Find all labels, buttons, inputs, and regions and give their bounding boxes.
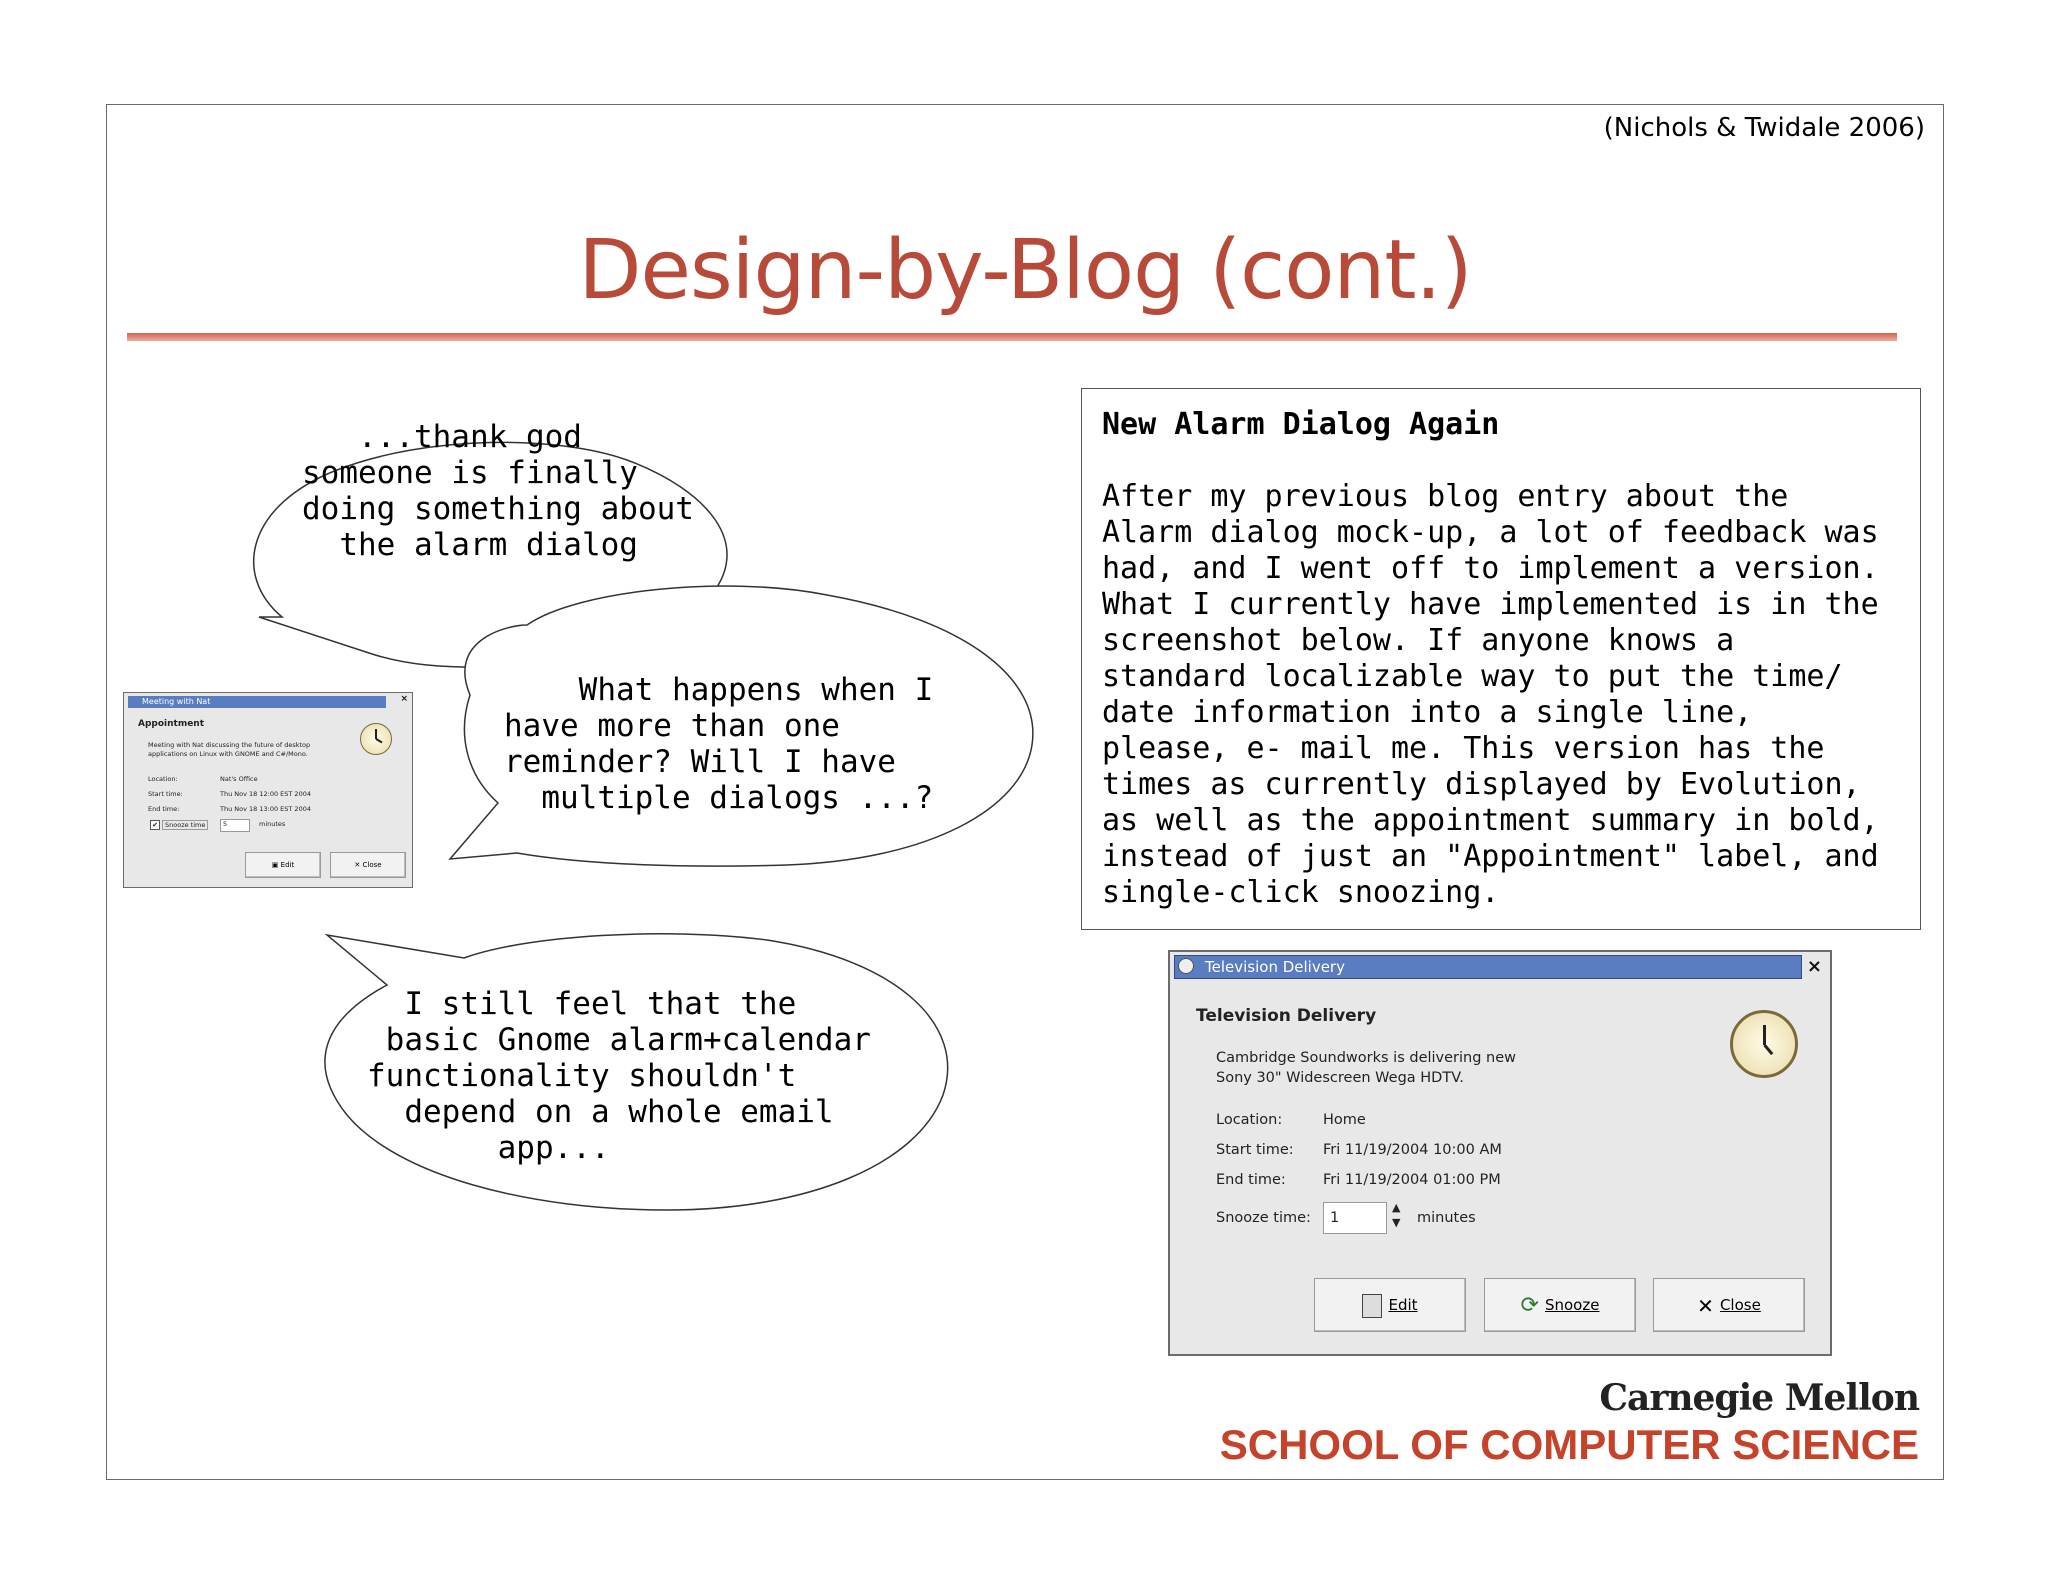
big-dialog-description-line1: Cambridge Soundworks is delivering new — [1216, 1050, 1517, 1066]
big-dialog-close-button[interactable] — [1653, 1278, 1805, 1332]
small-dialog-location-label: Location: — [148, 775, 178, 783]
university-name: Carnegie Mellon — [1599, 1377, 1919, 1419]
speech-bubble-text-1: ...thank god someone is finally doing something about the alarm dialog — [302, 419, 694, 563]
speech-bubble-text-3: I still feel that the basic Gnome alarm+calendar functionality shouldn't depend on a whole email app... — [367, 986, 871, 1166]
cmu-logo — [1220, 1377, 1919, 1469]
close-label: Close — [1719, 1296, 1761, 1314]
small-dialog-close-button[interactable]: ✕ Close — [330, 852, 406, 878]
small-dialog-snooze-checkbox[interactable]: ✔ — [150, 820, 160, 830]
slide-title: Design-by-Blog (cont.) — [578, 223, 1472, 318]
small-dialog-snooze-label: Snooze time — [162, 820, 208, 830]
edit-label: Edit — [1388, 1296, 1418, 1314]
snooze-icon: ⟳ — [1520, 1292, 1539, 1318]
small-dialog-window-title: Meeting with Nat — [142, 697, 211, 706]
big-dialog-start-label: Start time: — [1216, 1142, 1294, 1158]
big-dialog-snooze-unit: minutes — [1417, 1210, 1476, 1226]
big-dialog-clock-icon — [1730, 1010, 1798, 1078]
small-dialog-start-label: Start time: — [148, 790, 183, 798]
big-dialog-description-line2: Sony 30" Widescreen Wega HDTV. — [1216, 1070, 1464, 1086]
titlebar-clock-icon — [1178, 958, 1194, 974]
television-delivery-dialog — [1168, 950, 1832, 1356]
edit-icon — [1362, 1294, 1382, 1318]
big-dialog-end-label: End time: — [1216, 1172, 1286, 1188]
big-dialog-close-icon[interactable]: × — [1806, 956, 1822, 977]
big-dialog-heading: Television Delivery — [1196, 1006, 1377, 1026]
blog-entry — [1081, 388, 1921, 930]
small-dialog-snooze-unit: minutes — [259, 820, 286, 828]
big-dialog-location-label: Location: — [1216, 1112, 1283, 1128]
big-dialog-window-title: Television Delivery — [1205, 958, 1345, 976]
big-dialog-edit-button[interactable] — [1314, 1278, 1466, 1332]
blog-title: New Alarm Dialog Again — [1102, 407, 1500, 442]
slide — [106, 104, 1944, 1480]
small-dialog-description: Meeting with Nat discussing the future of desktop applications on Linux with GNOME and C#/Mono. — [148, 741, 311, 758]
big-dialog-snooze-spinner[interactable]: ▲ ▼ — [1392, 1201, 1401, 1229]
small-dialog-end-label: End time: — [148, 805, 180, 813]
small-dialog-heading: Appointment — [138, 719, 205, 729]
big-dialog-snooze-label: Snooze time: — [1216, 1210, 1311, 1226]
small-dialog-location-value: Nat's Office — [220, 775, 258, 783]
citation: (Nichols & Twidale 2006) — [1603, 113, 1925, 143]
big-dialog-start-value: Fri 11/19/2004 10:00 AM — [1323, 1142, 1502, 1158]
snooze-label: Snooze — [1544, 1296, 1600, 1314]
big-dialog-snooze-button[interactable] — [1484, 1278, 1636, 1332]
small-dialog-clock-icon — [360, 723, 392, 755]
school-name: SCHOOL OF COMPUTER SCIENCE — [1219, 1421, 1919, 1468]
small-alarm-dialog — [123, 692, 413, 888]
small-dialog-start-value: Thu Nov 18 12:00 EST 2004 — [220, 790, 311, 798]
big-dialog-end-value: Fri 11/19/2004 01:00 PM — [1323, 1172, 1501, 1188]
small-dialog-snooze-input[interactable]: 5 — [220, 819, 250, 832]
big-dialog-snooze-input[interactable]: 1 — [1323, 1202, 1387, 1234]
close-icon: ✕ — [1697, 1293, 1714, 1318]
small-dialog-titlebar — [128, 696, 386, 708]
blog-body: After my previous blog entry about the Alarm dialog mock-up, a lot of feedback was had, and I went off to implement a version. What I currently have implemented is in the screenshot below. If anyone knows a standard localizable way to put the time/ date information into a single line, please, e- mail me. This version has the times as currently displayed by Evolution, as well as the appointment summary in bold, instead of just an "Appointment" label, and single-click snoozing. — [1102, 479, 1879, 910]
big-dialog-titlebar — [1174, 955, 1802, 979]
small-dialog-end-value: Thu Nov 18 13:00 EST 2004 — [220, 805, 311, 813]
small-dialog-edit-button[interactable]: ▣ Edit — [245, 852, 321, 878]
small-dialog-close-icon[interactable]: × — [400, 694, 408, 704]
big-dialog-location-value: Home — [1323, 1112, 1366, 1128]
speech-bubble-text-2: What happens when I have more than one reminder? Will I have multiple dialogs ...? — [504, 672, 934, 816]
